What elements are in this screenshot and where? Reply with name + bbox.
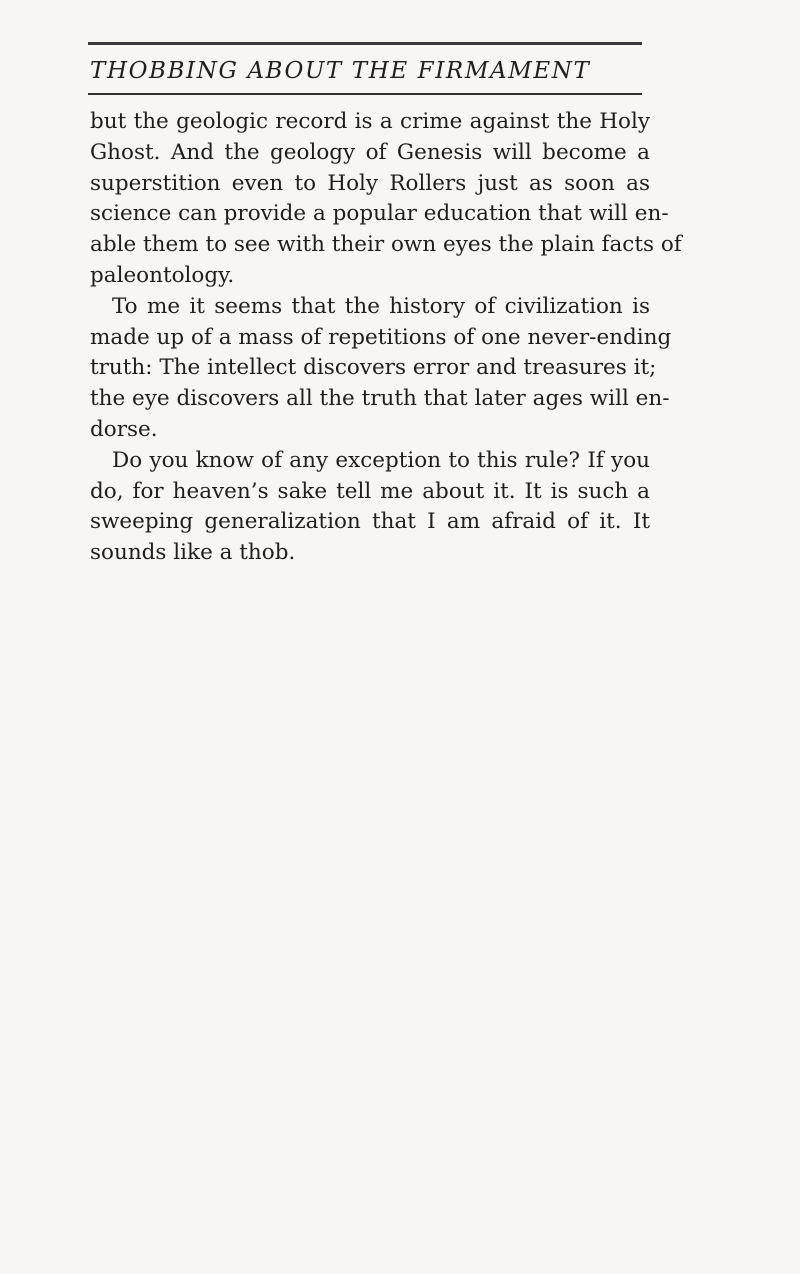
text-line: made up of a mass of repetitions of one never-ending: [90, 324, 672, 350]
running-head: THOBBING ABOUT THE FIRMAMENT: [90, 58, 591, 84]
text-line: truth: The intellect discovers error and treasures it;: [90, 355, 657, 381]
text-line: paleontology.: [90, 262, 235, 288]
text-line: the eye discovers all the truth that later ages will en-: [90, 386, 670, 412]
header-rule-bottom: [88, 93, 642, 95]
text-line: dorse.: [90, 416, 158, 442]
text-line: Do you know of any exception to this rule? If you: [112, 447, 650, 473]
text-line: but the geologic record is a crime against the Holy: [90, 109, 650, 134]
text-line: able them to see with their own eyes the plain facts of: [90, 232, 682, 258]
text-line: sweeping generalization that I am afraid of it. It: [90, 509, 650, 535]
text-line: To me it seems that the history of civilization is: [112, 293, 650, 319]
text-line: do, for heaven’s sake tell me about it. It is such a: [90, 478, 650, 504]
body-text: [90, 107, 682, 569]
text-line: superstition even to Holy Rollers just as soon as: [90, 170, 650, 196]
text-line: science can provide a popular education that will en-: [90, 201, 669, 227]
text-line: sounds like a thob.: [90, 540, 296, 566]
header-rule-top: [88, 42, 642, 45]
text-line: Ghost. And the geology of Genesis will become a: [90, 139, 650, 165]
